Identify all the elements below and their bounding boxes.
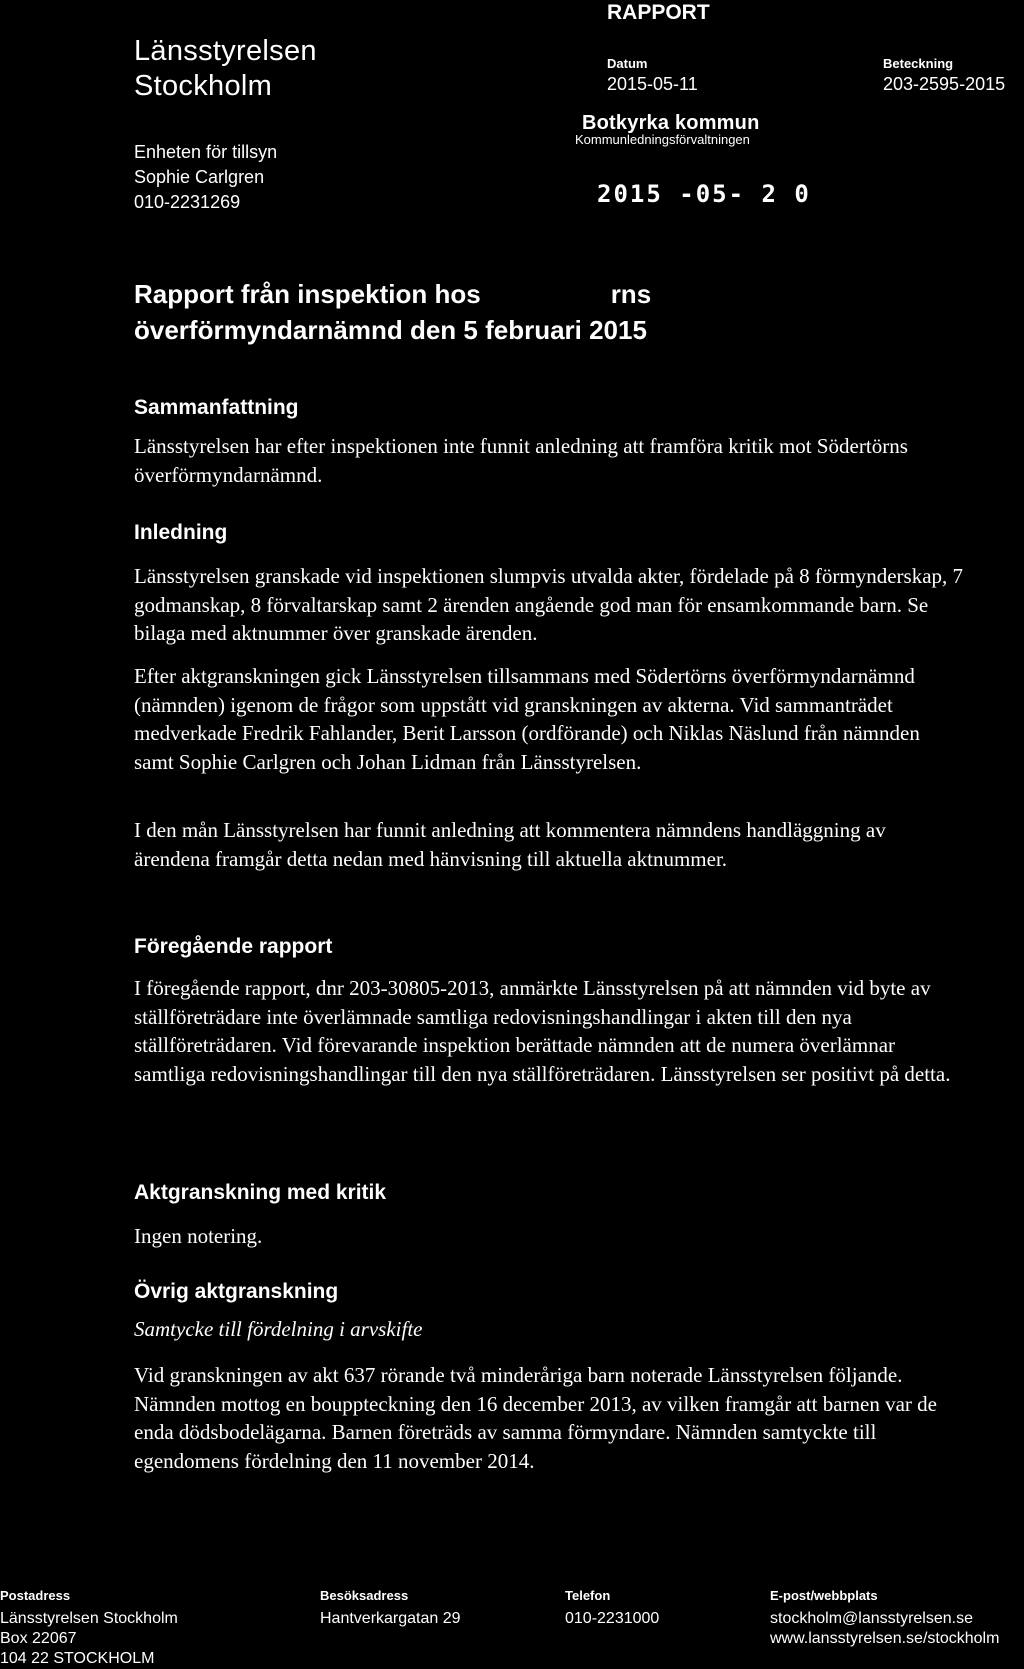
intro-heading: Inledning: [134, 521, 228, 544]
date-value: 2015-05-11: [607, 74, 698, 94]
previous-report-text: I föregående rapport, dnr 203-30805-2013, anmärkte Länsstyrelsen på att nämnden vid byte av ställföreträdare inte överlämnade samtliga redovisningshandlingar i akten till den nya ställföreträdaren. Vid förevarande inspektion berättade nämnden att de numera överlämnar samtliga redovisningshandlingar till den nya ställföreträdaren. Länsstyrelsen ser positivt på detta.: [134, 976, 951, 1086]
summary-heading: Sammanfattning: [134, 396, 299, 419]
received-stamp-date: 2015 -05- 2 0: [597, 180, 811, 208]
document-title: [134, 276, 651, 348]
received-stamp-dept: Kommunledningsförvaltningen: [575, 132, 750, 147]
sender-block: [134, 140, 277, 215]
organization-name-line2: Stockholm: [134, 70, 273, 102]
reference-label: Beteckning: [883, 56, 954, 71]
footer-visit-value: Hantverkargatan 29: [320, 1610, 461, 1627]
footer-web: [770, 1588, 999, 1649]
previous-report-heading: Föregående rapport: [134, 935, 333, 958]
footer-visit: [320, 1588, 461, 1629]
critique-heading: Aktgranskning med kritik: [134, 1181, 387, 1204]
date-label: Datum: [607, 56, 648, 71]
other-review-heading: Övrig aktgranskning: [134, 1280, 339, 1303]
other-review-subheading: Samtycke till fördelning i arvskifte: [134, 1317, 423, 1341]
summary-text: Länsstyrelsen har efter inspektionen inte funnit anledning att framföra kritik mot Södertörns överförmyndarnämnd.: [134, 434, 908, 487]
organization-name-line1: Länsstyrelsen: [134, 35, 317, 67]
footer-phone-value: 010-2231000: [565, 1610, 660, 1627]
document-type: RAPPORT: [607, 1, 710, 24]
footer-visit-label: Besöksadress: [320, 1588, 409, 1603]
title-line1-start: Rapport från inspektion hos: [134, 279, 481, 309]
title-line2: överförmyndarnämnd den 5 februari 2015: [134, 315, 647, 345]
intro-paragraph-2: Efter aktgranskningen gick Länsstyrelsen tillsammans med Södertörns överförmyndarnämnd (nämnden) igenom de frågor som uppstått vid granskningen av akterna. Vid sammanträdet medverkade Fredrik Fahlander, Berit Larsson (ordförande) och Niklas Näslund från nämnden samt Sophie Carlgren och Johan Lidman från Länsstyrelsen.: [134, 664, 920, 774]
footer-postal-line1: Länsstyrelsen Stockholm: [0, 1610, 178, 1627]
intro-paragraph-3: I den mån Länsstyrelsen har funnit anledning att kommentera nämndens handläggning av ärendena framgår detta nedan med hänvisning till aktuella aktnummer.: [134, 818, 886, 871]
other-review-text: Vid granskningen av akt 637 rörande två minderåriga barn noterade Länsstyrelsen följande. Nämnden mottog en bouppteckning den 16 december 2013, av vilken framgår att barnen var de enda dödsbodelägarna. Barnen företräds av samma förmyndare. Nämnden samtyckte till egendomens fördelning den 11 november 2014.: [134, 1363, 937, 1473]
sender-unit: Enheten för tillsyn: [134, 142, 278, 162]
footer-postal-line3: 104 22 STOCKHOLM: [0, 1650, 155, 1667]
footer-phone: [565, 1588, 659, 1629]
footer-postal: [0, 1588, 178, 1669]
received-stamp-org: Botkyrka kommun: [582, 112, 760, 134]
footer-postal-line2: Box 22067: [0, 1630, 77, 1647]
reference-value: 203-2595-2015: [883, 74, 1006, 94]
sender-name: Sophie Carlgren: [134, 167, 265, 187]
organization-name: [134, 34, 317, 104]
intro-paragraph-1: Länsstyrelsen granskade vid inspektionen slumpvis utvalda akter, fördelade på 8 förmynderskap, 7 godmanskap, 8 förvaltarskap samt 2 ärenden angående god man för ensamkommande barn. Se bilaga med aktnummer över granskade ärenden.: [134, 564, 964, 646]
sender-phone: 010-2231269: [134, 192, 241, 212]
footer-postal-label: Postadress: [0, 1588, 71, 1603]
footer-phone-label: Telefon: [565, 1588, 611, 1603]
critique-text: Ingen notering.: [134, 1224, 263, 1248]
footer-email-link[interactable]: stockholm@lansstyrelsen.se: [770, 1610, 973, 1627]
title-line1-end: rns: [610, 279, 652, 309]
footer-web-label: E-post/webbplats: [770, 1588, 878, 1603]
footer-website-link[interactable]: www.lansstyrelsen.se/stockholm: [770, 1630, 1000, 1647]
